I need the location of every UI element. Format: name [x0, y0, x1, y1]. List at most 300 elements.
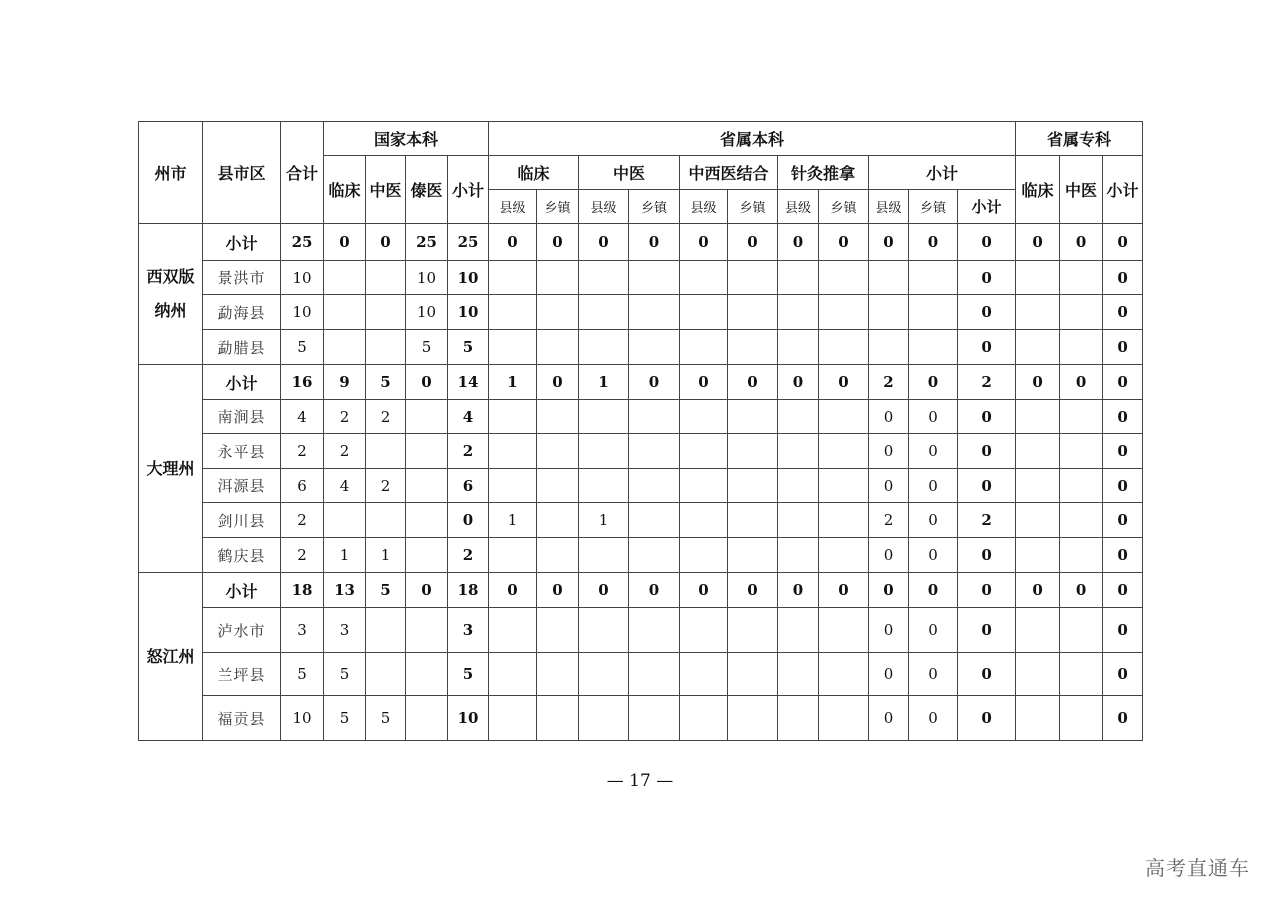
value-cell	[629, 653, 680, 696]
value-cell	[366, 608, 406, 653]
value-cell	[819, 608, 869, 653]
value-cell	[680, 434, 728, 469]
value-cell	[728, 538, 778, 573]
value-cell: 0	[909, 400, 958, 434]
prefecture-cell: 大理州	[139, 365, 203, 573]
value-cell	[680, 696, 728, 741]
value-cell: 10	[448, 261, 489, 295]
county-name: 永平县	[203, 434, 281, 469]
value-cell	[1060, 295, 1103, 330]
county-name: 勐海县	[203, 295, 281, 330]
value-cell: 0	[579, 573, 629, 608]
value-cell: 2	[366, 469, 406, 503]
value-cell: 5	[366, 573, 406, 608]
subtotal-label: 小计	[203, 224, 281, 261]
value-cell	[406, 696, 448, 741]
value-cell: 4	[448, 400, 489, 434]
value-cell	[489, 696, 537, 741]
header-prov-group: 中医	[579, 156, 680, 190]
value-cell: 0	[958, 330, 1016, 365]
value-cell: 0	[680, 365, 728, 400]
value-cell	[537, 434, 579, 469]
value-cell: 0	[1103, 434, 1143, 469]
watermark: 高考直通车	[1145, 856, 1250, 880]
value-cell	[324, 503, 366, 538]
value-cell	[1016, 434, 1060, 469]
subtotal-label: 小计	[203, 573, 281, 608]
value-cell	[629, 434, 680, 469]
value-cell: 0	[869, 653, 909, 696]
value-cell: 0	[1103, 503, 1143, 538]
value-cell	[1060, 261, 1103, 295]
header-level-county: 县级	[680, 190, 728, 224]
value-cell	[629, 261, 680, 295]
value-cell: 0	[1103, 261, 1143, 295]
value-cell: 0	[680, 224, 728, 261]
value-cell: 0	[869, 573, 909, 608]
header-level-town: 乡镇	[537, 190, 579, 224]
value-cell	[728, 696, 778, 741]
value-cell: 0	[579, 224, 629, 261]
value-cell: 10	[281, 261, 324, 295]
table-row	[139, 400, 1143, 434]
value-cell: 2	[869, 365, 909, 400]
value-cell: 6	[281, 469, 324, 503]
value-cell: 0	[1060, 224, 1103, 261]
county-name: 勐腊县	[203, 330, 281, 365]
value-cell: 10	[406, 295, 448, 330]
header-level-town: 乡镇	[909, 190, 958, 224]
value-cell	[537, 608, 579, 653]
value-cell	[537, 261, 579, 295]
prefecture-cell: 西双版 纳州	[139, 224, 203, 365]
value-cell: 0	[1016, 224, 1060, 261]
header-prov-group: 小计	[869, 156, 1016, 190]
county-name: 鹤庆县	[203, 538, 281, 573]
value-cell: 2	[958, 365, 1016, 400]
value-cell	[1016, 295, 1060, 330]
value-cell: 5	[366, 365, 406, 400]
value-cell	[579, 696, 629, 741]
value-cell: 3	[281, 608, 324, 653]
value-cell: 16	[281, 365, 324, 400]
value-cell: 0	[1060, 365, 1103, 400]
value-cell	[819, 503, 869, 538]
value-cell: 0	[1103, 469, 1143, 503]
value-cell: 5	[324, 696, 366, 741]
value-cell	[489, 261, 537, 295]
value-cell: 0	[537, 365, 579, 400]
value-cell	[406, 653, 448, 696]
value-cell: 6	[448, 469, 489, 503]
value-cell	[778, 538, 819, 573]
value-cell	[579, 538, 629, 573]
value-cell	[680, 400, 728, 434]
value-cell: 1	[489, 503, 537, 538]
value-cell	[406, 400, 448, 434]
value-cell: 0	[778, 365, 819, 400]
value-cell: 0	[909, 696, 958, 741]
value-cell	[629, 696, 680, 741]
value-cell: 2	[869, 503, 909, 538]
value-cell	[728, 434, 778, 469]
value-cell: 0	[958, 261, 1016, 295]
value-cell: 10	[448, 295, 489, 330]
value-cell: 0	[1103, 330, 1143, 365]
value-cell	[728, 608, 778, 653]
value-cell	[537, 696, 579, 741]
value-cell: 0	[629, 365, 680, 400]
value-cell	[1016, 653, 1060, 696]
header-level-county: 县级	[869, 190, 909, 224]
value-cell	[778, 434, 819, 469]
header-level-county: 县级	[778, 190, 819, 224]
value-cell	[489, 469, 537, 503]
value-cell	[1060, 696, 1103, 741]
header-prov-group: 针灸推拿	[778, 156, 869, 190]
value-cell	[1060, 653, 1103, 696]
header-level-town: 乡镇	[819, 190, 869, 224]
value-cell: 0	[1103, 608, 1143, 653]
value-cell: 10	[448, 696, 489, 741]
header-prov-subtotal: 小计	[958, 190, 1016, 224]
value-cell	[324, 295, 366, 330]
value-cell	[1016, 469, 1060, 503]
value-cell	[819, 469, 869, 503]
value-cell	[728, 503, 778, 538]
value-cell	[778, 400, 819, 434]
value-cell	[778, 653, 819, 696]
value-cell: 14	[448, 365, 489, 400]
value-cell	[579, 608, 629, 653]
value-cell	[778, 696, 819, 741]
header-county: 县市区	[203, 122, 281, 224]
value-cell	[869, 330, 909, 365]
value-cell	[909, 261, 958, 295]
value-cell	[1060, 434, 1103, 469]
value-cell	[629, 503, 680, 538]
header-national-col: 小计	[448, 156, 489, 224]
county-name: 福贡县	[203, 696, 281, 741]
value-cell: 1	[324, 538, 366, 573]
value-cell: 2	[958, 503, 1016, 538]
value-cell	[579, 469, 629, 503]
value-cell	[366, 330, 406, 365]
value-cell	[1016, 503, 1060, 538]
subtotal-label: 小计	[203, 365, 281, 400]
value-cell	[629, 295, 680, 330]
value-cell: 2	[324, 434, 366, 469]
value-cell	[680, 295, 728, 330]
value-cell: 3	[448, 608, 489, 653]
value-cell	[909, 330, 958, 365]
table-row	[139, 573, 1143, 608]
table-row	[139, 696, 1143, 741]
table-row	[139, 365, 1143, 400]
value-cell: 2	[281, 503, 324, 538]
value-cell: 0	[1103, 573, 1143, 608]
value-cell: 0	[1103, 224, 1143, 261]
value-cell: 9	[324, 365, 366, 400]
value-cell	[579, 295, 629, 330]
value-cell	[406, 608, 448, 653]
value-cell: 0	[489, 573, 537, 608]
value-cell	[1016, 608, 1060, 653]
table-body	[139, 224, 1143, 741]
value-cell: 2	[448, 538, 489, 573]
value-cell	[909, 295, 958, 330]
value-cell: 0	[537, 224, 579, 261]
value-cell: 25	[406, 224, 448, 261]
value-cell: 0	[909, 503, 958, 538]
page-number: — 17 —	[606, 771, 674, 791]
value-cell	[537, 538, 579, 573]
value-cell	[629, 538, 680, 573]
value-cell: 3	[324, 608, 366, 653]
value-cell: 0	[1103, 696, 1143, 741]
value-cell: 0	[869, 400, 909, 434]
value-cell: 0	[958, 434, 1016, 469]
value-cell	[778, 469, 819, 503]
value-cell: 0	[1016, 365, 1060, 400]
table-row	[139, 503, 1143, 538]
prefecture-cell: 怒江州	[139, 573, 203, 741]
value-cell	[324, 261, 366, 295]
value-cell	[366, 295, 406, 330]
value-cell: 10	[281, 295, 324, 330]
value-cell	[629, 608, 680, 653]
value-cell: 0	[1103, 400, 1143, 434]
value-cell	[680, 503, 728, 538]
value-cell: 1	[579, 365, 629, 400]
value-cell	[819, 696, 869, 741]
value-cell	[1060, 608, 1103, 653]
value-cell	[819, 261, 869, 295]
header-level-county: 县级	[579, 190, 629, 224]
value-cell: 25	[281, 224, 324, 261]
value-cell	[869, 295, 909, 330]
value-cell: 13	[324, 573, 366, 608]
table-row	[139, 295, 1143, 330]
value-cell: 0	[448, 503, 489, 538]
value-cell	[778, 330, 819, 365]
value-cell: 0	[958, 400, 1016, 434]
value-cell	[728, 653, 778, 696]
value-cell	[579, 653, 629, 696]
value-cell	[728, 295, 778, 330]
header-college-col: 临床	[1016, 156, 1060, 224]
value-cell: 0	[728, 365, 778, 400]
value-cell: 5	[448, 653, 489, 696]
header-prov-group: 中西医结合	[680, 156, 778, 190]
table-row	[139, 538, 1143, 573]
county-name: 南涧县	[203, 400, 281, 434]
value-cell: 2	[281, 434, 324, 469]
value-cell	[366, 434, 406, 469]
value-cell: 0	[958, 653, 1016, 696]
value-cell: 0	[909, 365, 958, 400]
value-cell: 4	[324, 469, 366, 503]
value-cell: 0	[869, 538, 909, 573]
value-cell	[1016, 330, 1060, 365]
value-cell	[489, 608, 537, 653]
value-cell: 0	[629, 224, 680, 261]
value-cell: 0	[958, 224, 1016, 261]
value-cell	[489, 538, 537, 573]
value-cell: 0	[909, 608, 958, 653]
value-cell	[537, 469, 579, 503]
header-level-town: 乡镇	[629, 190, 680, 224]
value-cell: 0	[909, 573, 958, 608]
value-cell	[1016, 261, 1060, 295]
value-cell	[579, 330, 629, 365]
value-cell: 1	[579, 503, 629, 538]
value-cell	[629, 330, 680, 365]
value-cell	[489, 653, 537, 696]
value-cell: 0	[778, 224, 819, 261]
county-name: 剑川县	[203, 503, 281, 538]
value-cell: 4	[281, 400, 324, 434]
header-level-town: 乡镇	[728, 190, 778, 224]
value-cell: 0	[1103, 538, 1143, 573]
value-cell	[406, 434, 448, 469]
value-cell	[1060, 538, 1103, 573]
value-cell	[579, 400, 629, 434]
header-prov-group: 临床	[489, 156, 579, 190]
value-cell: 0	[958, 573, 1016, 608]
county-name: 景洪市	[203, 261, 281, 295]
value-cell	[579, 261, 629, 295]
value-cell: 0	[1103, 365, 1143, 400]
value-cell	[1060, 400, 1103, 434]
table-row	[139, 224, 1143, 261]
value-cell: 18	[281, 573, 324, 608]
value-cell: 0	[406, 365, 448, 400]
value-cell: 10	[281, 696, 324, 741]
value-cell: 2	[281, 538, 324, 573]
value-cell: 0	[489, 224, 537, 261]
header-national-col: 中医	[366, 156, 406, 224]
value-cell: 0	[909, 538, 958, 573]
value-cell: 0	[1103, 295, 1143, 330]
value-cell	[579, 434, 629, 469]
value-cell: 0	[406, 573, 448, 608]
value-cell: 0	[1016, 573, 1060, 608]
table-header	[139, 122, 1143, 224]
value-cell: 1	[366, 538, 406, 573]
header-national-col: 临床	[324, 156, 366, 224]
value-cell: 0	[958, 295, 1016, 330]
value-cell: 0	[819, 365, 869, 400]
value-cell: 0	[324, 224, 366, 261]
value-cell: 0	[869, 434, 909, 469]
value-cell: 0	[958, 538, 1016, 573]
header-college-col: 中医	[1060, 156, 1103, 224]
value-cell	[537, 503, 579, 538]
value-cell: 0	[958, 469, 1016, 503]
table-row	[139, 330, 1143, 365]
value-cell: 0	[869, 608, 909, 653]
county-name: 泸水市	[203, 608, 281, 653]
header-national: 国家本科	[324, 122, 489, 156]
value-cell	[537, 295, 579, 330]
value-cell: 0	[909, 653, 958, 696]
value-cell	[819, 538, 869, 573]
value-cell: 2	[324, 400, 366, 434]
value-cell	[366, 503, 406, 538]
value-cell: 0	[909, 224, 958, 261]
value-cell: 10	[406, 261, 448, 295]
value-cell	[629, 400, 680, 434]
value-cell: 0	[958, 608, 1016, 653]
header-total: 合计	[281, 122, 324, 224]
value-cell: 0	[909, 434, 958, 469]
value-cell: 0	[819, 224, 869, 261]
value-cell	[537, 330, 579, 365]
value-cell	[406, 503, 448, 538]
table-row	[139, 653, 1143, 696]
value-cell: 2	[448, 434, 489, 469]
header-provincial-undergrad: 省属本科	[489, 122, 1016, 156]
value-cell: 0	[819, 573, 869, 608]
header-provincial-college: 省属专科	[1016, 122, 1143, 156]
value-cell: 5	[448, 330, 489, 365]
value-cell	[728, 261, 778, 295]
value-cell: 0	[537, 573, 579, 608]
value-cell: 0	[366, 224, 406, 261]
value-cell	[1060, 503, 1103, 538]
value-cell	[489, 295, 537, 330]
value-cell	[819, 330, 869, 365]
value-cell	[819, 400, 869, 434]
value-cell	[1060, 469, 1103, 503]
value-cell: 0	[909, 469, 958, 503]
value-cell	[778, 503, 819, 538]
value-cell	[366, 261, 406, 295]
value-cell	[489, 434, 537, 469]
value-cell	[728, 330, 778, 365]
value-cell: 0	[728, 573, 778, 608]
value-cell: 0	[1060, 573, 1103, 608]
value-cell: 25	[448, 224, 489, 261]
value-cell	[680, 608, 728, 653]
value-cell	[680, 538, 728, 573]
table-row	[139, 261, 1143, 295]
value-cell	[778, 608, 819, 653]
value-cell	[680, 469, 728, 503]
county-name: 兰坪县	[203, 653, 281, 696]
header-national-col: 傣医	[406, 156, 448, 224]
value-cell: 2	[366, 400, 406, 434]
value-cell	[537, 400, 579, 434]
header-prefecture: 州市	[139, 122, 203, 224]
table-row	[139, 434, 1143, 469]
value-cell: 18	[448, 573, 489, 608]
value-cell	[406, 469, 448, 503]
value-cell	[406, 538, 448, 573]
value-cell	[1016, 696, 1060, 741]
quota-table	[138, 121, 1143, 741]
value-cell	[1016, 538, 1060, 573]
value-cell	[819, 653, 869, 696]
value-cell	[680, 261, 728, 295]
value-cell	[629, 469, 680, 503]
table-row	[139, 608, 1143, 653]
value-cell	[778, 295, 819, 330]
value-cell: 1	[489, 365, 537, 400]
value-cell	[537, 653, 579, 696]
value-cell: 0	[958, 696, 1016, 741]
